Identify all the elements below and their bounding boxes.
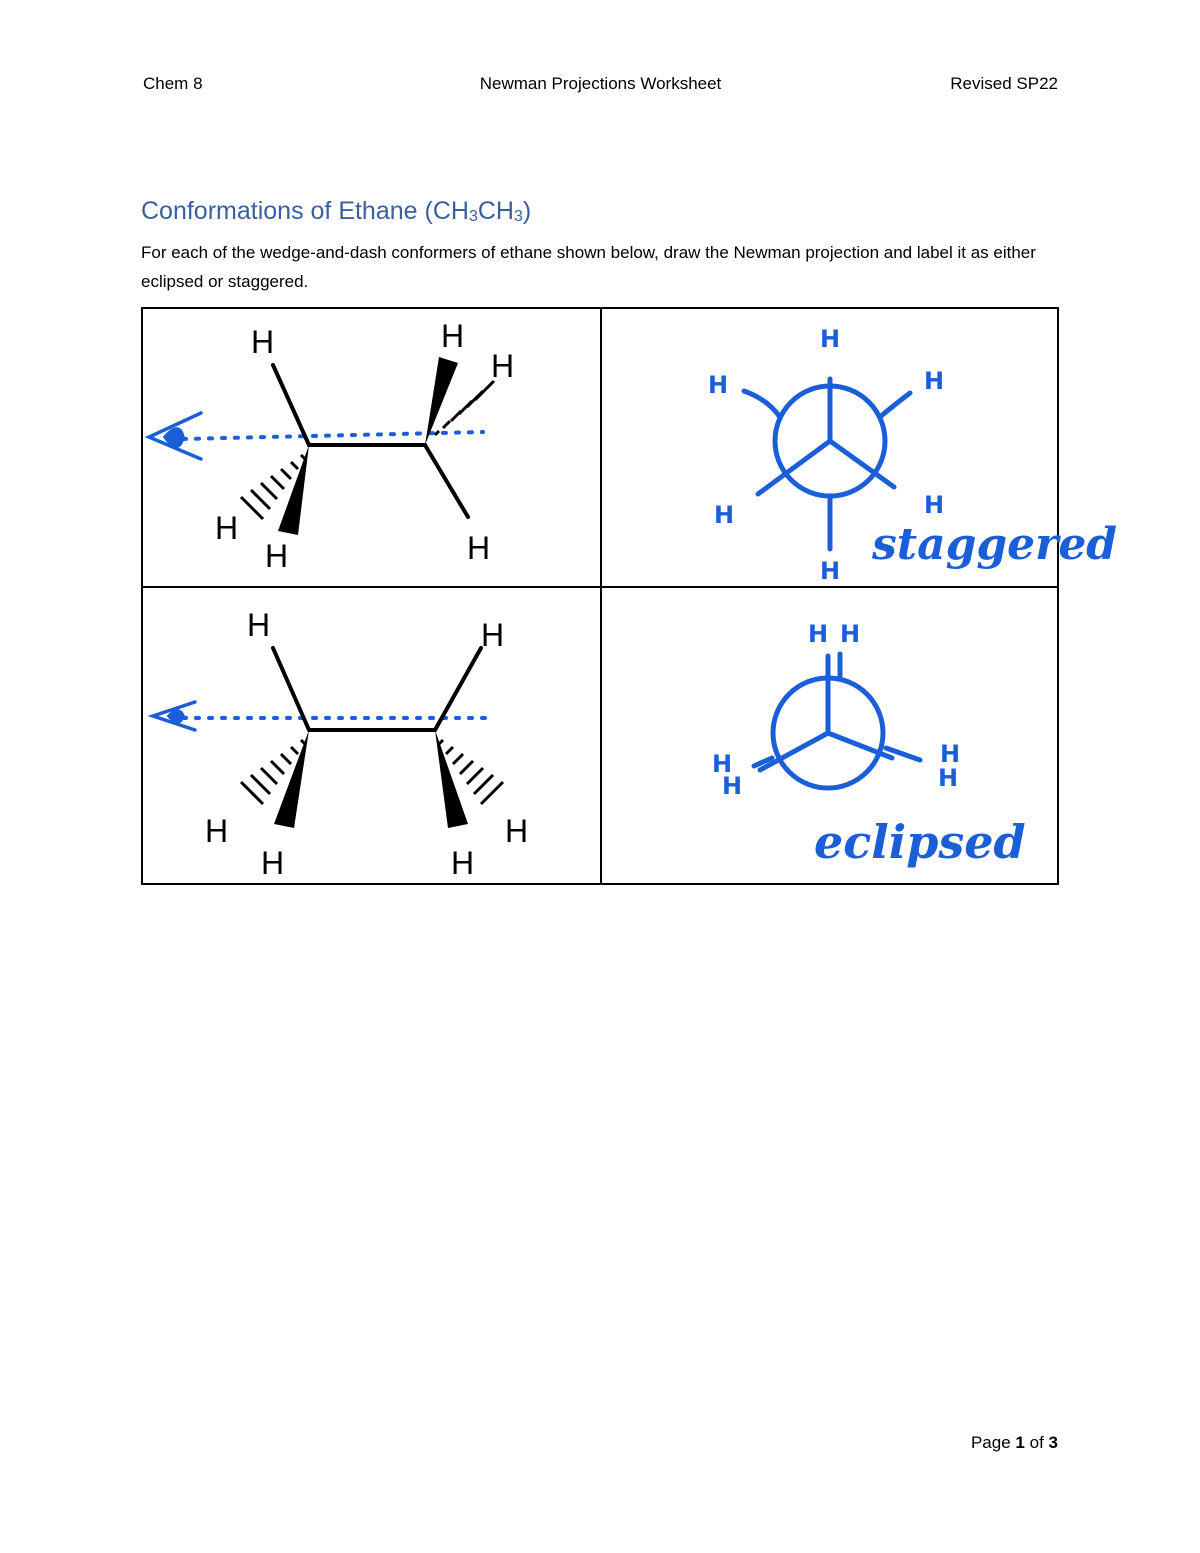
atom-h: H xyxy=(722,772,743,800)
atom-h: H xyxy=(251,324,275,360)
atom-h: H xyxy=(924,491,945,519)
eye-icon xyxy=(149,413,201,459)
conformer-label: eclipsed xyxy=(814,815,1026,869)
atom-h: H xyxy=(938,764,959,792)
atom-h: H xyxy=(215,510,239,546)
title-subscript: 3 xyxy=(468,208,478,225)
course-name: Chem 8 xyxy=(143,74,203,93)
atom-h: H xyxy=(441,318,465,354)
eye-icon xyxy=(153,702,195,730)
title-subscript-2: 3 xyxy=(513,208,523,225)
instructions: For each of the wedge-and-dash conformers of ethane shown below, draw the Newman projection and label it as either eclipsed or staggered. xyxy=(141,243,1036,291)
conformer-label: staggered xyxy=(872,519,1118,570)
atom-h: H xyxy=(467,530,491,566)
wedge-dash-staggered xyxy=(143,309,599,585)
atom-h: H xyxy=(265,538,289,574)
atom-h: H xyxy=(247,607,271,643)
atom-h: H xyxy=(712,750,733,778)
front-bond xyxy=(758,441,830,494)
front-bond xyxy=(760,733,828,770)
atom-h: H xyxy=(820,557,841,585)
title-text-end: ) xyxy=(522,197,532,225)
atom-h: H xyxy=(840,620,861,648)
atom-h: H xyxy=(714,501,735,529)
page-header xyxy=(143,74,1058,98)
section-title xyxy=(141,197,531,226)
answer-table xyxy=(141,307,1118,885)
page-number: 1 xyxy=(1015,1433,1025,1452)
atom-h: H xyxy=(808,620,829,648)
back-bond xyxy=(744,391,780,417)
page-footer xyxy=(971,1433,1058,1453)
atom-h: H xyxy=(261,845,285,881)
atom-h: H xyxy=(481,617,505,653)
wedge-dash-eclipsed xyxy=(143,588,599,883)
title-text: Conformations of Ethane (CH xyxy=(141,197,469,225)
page-total: 3 xyxy=(1048,1433,1058,1452)
atom-h: H xyxy=(491,348,515,384)
atom-h: H xyxy=(708,371,729,399)
revision-label: Revised SP22 xyxy=(950,74,1058,93)
newman-eclipsed xyxy=(602,588,1057,883)
atom-h: H xyxy=(451,845,475,881)
back-bond xyxy=(880,393,910,417)
newman-staggered xyxy=(602,309,1118,585)
atom-h: H xyxy=(924,367,945,395)
atom-h: H xyxy=(505,813,529,849)
atom-h: H xyxy=(940,740,961,768)
atom-h: H xyxy=(205,813,229,849)
title-text-mid: CH xyxy=(477,197,514,225)
worksheet-title: Newman Projections Worksheet xyxy=(479,74,722,93)
page-word: Page xyxy=(970,1433,1011,1452)
of-word: of xyxy=(1029,1433,1044,1452)
atom-h: H xyxy=(820,325,841,353)
